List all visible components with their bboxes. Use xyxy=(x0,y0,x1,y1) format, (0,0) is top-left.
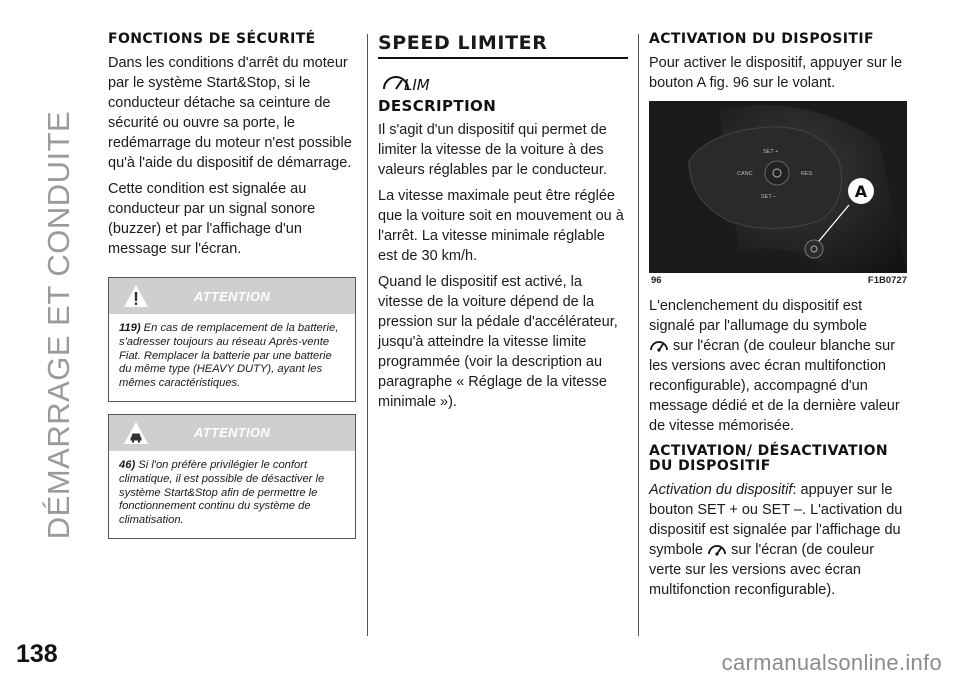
car-hand-icon xyxy=(123,421,149,445)
speed-limiter-icon xyxy=(382,69,434,95)
warning-triangle-icon xyxy=(123,284,149,308)
para-activation-dispositif: Activation du dispositif: appuyer sur le bouton SET + ou SET –. L'activation du dispositif est signalée par l'affichage du symbole sur l'écran (de couleur verte sur les versions avec écran multifonction reconfigurable). xyxy=(649,482,903,598)
speedometer-symbol-icon xyxy=(707,541,727,557)
column-separator-2 xyxy=(638,34,639,636)
callout-a: A xyxy=(854,182,868,201)
figure-96-photo xyxy=(649,101,907,273)
para-description: Il s'agit d'un dispositif qui permet de limiter la vitesse de la voiture à des valeurs réglables par le conducteur. xyxy=(378,122,607,178)
warning-box-battery xyxy=(108,277,356,402)
para-signal-sonore: Cette condition est signalée au conducteur par un signal sonore (buzzer) et par l'affichage d'un message sur l'écran. xyxy=(108,181,316,257)
para-activation: Pour activer le dispositif, appuyer sur le bouton A fig. 96 sur le volant. xyxy=(649,55,903,91)
para-enclenchement: L'enclenchement du dispositif est signalé par l'allumage du symbole sur l'écran (de couleur blanche sur les versions avec écran multifonction reconfigurable), accompagné d'un message dédié et de la dernière valeur de vitesse mémorisée. xyxy=(649,298,900,434)
speedometer-symbol-icon xyxy=(649,337,669,353)
label-res: RES xyxy=(801,171,813,177)
svg-text:LIM: LIM xyxy=(404,76,430,94)
section-title-speed-limiter: SPEED LIMITER xyxy=(378,32,628,59)
warning-text: En cas de remplacement de la batterie, s'adresser toujours au réseau Après-vente Fiat. Remplacer la batterie par une batterie du même type (HEAVY DUTY), ayant les mêmes caractéristiques. xyxy=(119,322,339,390)
warning-title: ATTENTION xyxy=(193,425,271,441)
label-canc: CANC xyxy=(737,171,753,177)
para-arret-moteur: Dans les conditions d'arrêt du moteur par le système Start&Stop, si le conducteur détache sa ceinture de sécurité ou ouvre sa porte, le redémarrage du moteur n'est possible qu'à l'aide du dispositif de démarrage. xyxy=(108,55,352,171)
warning-header xyxy=(109,278,355,314)
figure-code: F1B0727 xyxy=(867,275,907,286)
heading-activation: ACTIVATION DU DISPOSITIF xyxy=(649,31,874,47)
warning-text: Si l'on préfère privilégier le confort climatique, il est possible de désactiver le système Start&Stop afin de permettre le fonctionnement continu du système de climatisation. xyxy=(119,458,325,527)
column-3 xyxy=(649,32,909,606)
steering-wheel-illustration xyxy=(649,101,907,273)
label-set-plus: SET + xyxy=(763,149,779,155)
figure-number: 96 xyxy=(651,275,662,286)
page-number: 138 xyxy=(16,640,58,668)
warning-title: ATTENTION xyxy=(193,288,271,304)
heading-fonctions-securite: FONCTIONS DE SÉCURITÉ xyxy=(108,31,316,47)
heading-activation-desactivation: ACTIVATION/ DÉSACTIVATION DU DISPOSITIF xyxy=(649,443,889,474)
subheading-description: DESCRIPTION xyxy=(378,97,497,115)
column-2 xyxy=(378,32,628,418)
side-section-title: DÉMARRAGE ET CONDUITE xyxy=(41,110,77,540)
column-1 xyxy=(108,32,356,539)
warning-header xyxy=(109,415,355,451)
label-set-minus: SET – xyxy=(761,194,777,200)
para-vitesse-activee: Quand le dispositif est activé, la vitesse de la voiture dépend de la pression sur la pédale d'accélérateur, jusqu'à atteindre la vitesse limite programmée (voir la description au paragraphe « Réglage de la vitesse minimale »). xyxy=(378,274,618,410)
column-separator-1 xyxy=(367,34,368,636)
warning-box-startstop xyxy=(108,414,356,539)
warning-number: 46) xyxy=(119,458,136,471)
figure-caption xyxy=(649,273,909,286)
para-vitesse-max: La vitesse maximale peut être réglée que la voiture soit en mouvement ou à l'arrêt. La vitesse minimale réglable est de 30 km/h. xyxy=(378,188,624,264)
warning-number: 119) xyxy=(119,322,141,334)
watermark: carmanualsonline.info xyxy=(721,650,942,675)
